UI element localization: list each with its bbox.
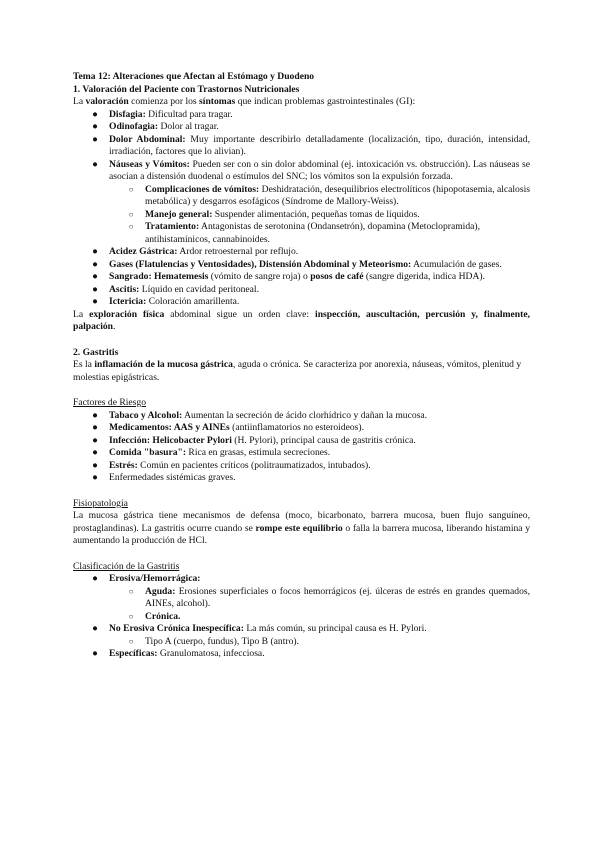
classification-title: Clasificación de la Gastritis <box>73 560 180 572</box>
list-item: ● Estrés: Común en pacientes críticos (politraumatizados, intubados). <box>73 460 530 473</box>
bullet-icon: ● <box>92 108 98 120</box>
list-item: ● Enfermedades sistémicas graves. <box>73 472 530 485</box>
classification-list <box>73 573 530 661</box>
list-item: ● Acidez Gástrica: Ardor retroesternal por reflujo. <box>73 246 530 259</box>
symptom-list <box>73 109 530 309</box>
bullet-icon: ● <box>92 648 98 659</box>
section-2-heading: 2. Gastritis <box>73 346 119 358</box>
sub-list-item: ○ Complicaciones de vómitos: Deshidratación, desequilibrios electrolíticos (hipopotasemia, alcalosis metabólica) y desgarros esofágicos (Síndrome de Mallory-Weiss). <box>73 184 530 209</box>
bullet-icon: ● <box>92 447 98 458</box>
document-title: Tema 12: Alteraciones que Afectan al Estómago y Duodeno <box>73 71 315 82</box>
list-item: ● Gases (Flatulencias y Ventosidades), Distensión Abdominal y Meteorismo: Acumulación de gases. <box>73 259 530 272</box>
bullet-icon: ● <box>92 271 98 282</box>
list-item: ● No Erosiva Crónica Inespecífica: La más común, su principal causa es H. Pylori. <box>73 623 530 636</box>
list-item: ● Ictericia: Coloración amarillenta. <box>73 296 530 309</box>
list-item: ● Odinofagia: Dolor al tragar. <box>73 121 530 134</box>
document-page <box>73 71 530 661</box>
sub-list-item: ○ Crónica. <box>73 611 530 624</box>
list-item: ● Dolor Abdominal: Muy importante describirlo detalladamente (localización, tipo, duración, intensidad, irradiación, factores que lo alivian). <box>73 134 530 159</box>
circle-bullet-icon: ○ <box>128 611 134 621</box>
section-1-intro: La valoración comienza por los síntomas que indican problemas gastrointestinales (GI): <box>73 96 416 107</box>
sub-list-item: ○ Manejo general: Suspender alimentación, pequeñas tomas de líquidos. <box>73 209 530 222</box>
bullet-icon: ● <box>92 133 98 145</box>
bullet-icon: ● <box>92 258 98 270</box>
list-item: ● Erosiva/Hemorrágica: <box>73 573 530 586</box>
section-1-heading: 1. Valoración del Paciente con Trastornos Nutricionales <box>73 83 300 95</box>
bullet-icon: ● <box>92 459 98 471</box>
bullet-icon: ● <box>92 121 98 132</box>
bullet-icon: ● <box>92 472 98 483</box>
circle-bullet-icon: ○ <box>128 209 134 219</box>
bullet-icon: ● <box>92 158 98 170</box>
risk-factor-list <box>73 410 530 485</box>
bullet-icon: ● <box>92 283 98 295</box>
sub-list-item: ○ Aguda: Erosiones superficiales o focos hemorrágicos (ej. úlceras de estrés en grandes quemados, AINEs, alcohol). <box>73 586 530 611</box>
bullet-icon: ● <box>92 246 98 257</box>
physiopathology-paragraph: La mucosa gástrica tiene mecanismos de defensa (moco, bicarbonato, barrera mucosa, buen flujo sanguíneo, prostaglandinas). La gastritis ocurre cuando se rompe este equilibrio o falla la barrera mucosa, liberando histamina y aumentando la producción de HCl. <box>73 510 531 546</box>
bullet-icon: ● <box>92 296 98 307</box>
list-item: ● Comida "basura": Rica en grasas, estimula secreciones. <box>73 447 530 460</box>
list-item: ● Específicas: Granulomatosa, infecciosa. <box>73 648 530 661</box>
bullet-icon: ● <box>92 573 98 584</box>
circle-bullet-icon: ○ <box>128 222 134 231</box>
exploration-paragraph: La exploración física abdominal sigue un orden clave: inspección, auscultación, percusión y, finalmente, palpación. <box>73 308 530 332</box>
bullet-icon: ● <box>92 409 98 421</box>
list-item: ● Infección: Helicobacter Pylori (H. Pylori), principal causa de gastritis crónica. <box>73 435 530 448</box>
list-item: ● Sangrado: Hematemesis (vómito de sangre roja) o posos de café (sangre digerida, indica HDA). <box>73 271 530 284</box>
risk-factors-title: Factores de Riesgo <box>73 397 147 408</box>
circle-bullet-icon: ○ <box>128 184 134 194</box>
list-item: ● Ascitis: Líquido en cavidad peritoneal. <box>73 284 530 297</box>
bullet-icon: ● <box>92 434 98 446</box>
bullet-icon: ● <box>92 623 98 634</box>
sub-list-item: ○ Tipo A (cuerpo, fundus), Tipo B (antro). <box>73 636 530 649</box>
list-item: ● Medicamentos: AAS y AINEs (antiinflamatorios no esteroideos). <box>73 422 530 435</box>
physiopathology-title: Fisiopatología <box>73 497 128 509</box>
circle-bullet-icon: ○ <box>128 636 134 646</box>
list-item: ● Náuseas y Vómitos: Pueden ser con o sin dolor abdominal (ej. intoxicación vs. obstrucción). Las náuseas se asocian a distensión duodenal o estímulos del SNC; los vómitos son la expulsión forzada. <box>73 159 530 184</box>
list-item: ● Disfagia: Dificultad para tragar. <box>73 109 530 122</box>
sub-list-item: ○ Tratamiento: Antagonistas de serotonina (Ondansetrón), dopamina (Metoclopramida), antihistamínicos, cannabinoides. <box>73 221 530 246</box>
bullet-icon: ● <box>92 422 98 433</box>
section-2-intro: Es la inflamación de la mucosa gástrica, aguda o crónica. Se caracteriza por anorexia, náuseas, vómitos, plenitud y molestias epigástricas. <box>73 359 522 383</box>
list-item: ● Tabaco y Alcohol: Aumentan la secreción de ácido clorhídrico y dañan la mucosa. <box>73 410 530 423</box>
circle-bullet-icon: ○ <box>128 586 134 596</box>
